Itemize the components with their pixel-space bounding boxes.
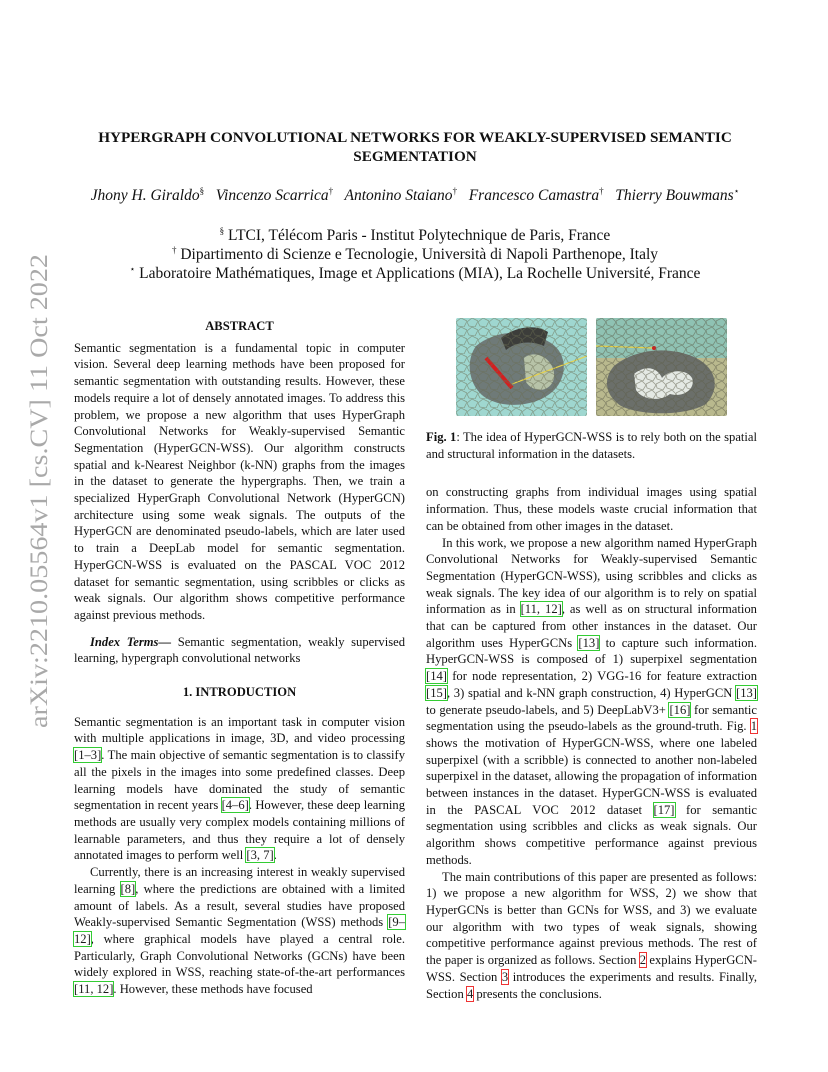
figure-link[interactable]: 1 [750,719,757,734]
index-terms-label: Index Terms— [90,634,172,649]
citation-link[interactable]: [3, 7] [246,848,274,863]
body-paragraph: on constructing graphs from individual images using spatial information. Thus, these models waste crucial information that can be obtained from other images in the dataset. [426,485,757,533]
citation-link[interactable]: [17] [653,802,675,817]
section-link[interactable]: 3 [501,969,509,984]
citation-link[interactable]: [1–3] [74,748,102,763]
author: Thierry Bouwmans⋆ [615,186,740,205]
arxiv-stamp [15,250,55,730]
arxiv-identifier: arXiv:2210.05564v1 [cs.CV] 11 Oct 2022 [26,306,53,728]
title-line-2: SEGMENTATION [353,148,477,165]
author: Antonino Staiano† [344,186,458,205]
body-paragraph: In this work, we propose a new algorithm named HyperGraph Convolutional Networks for Weakly-supervised Semantic Segmentation (HyperGCN-WSS), using scribbles and clicks as weak signals. The key idea of our algorithm is to rely on spatial information as in [11, 12], as well as on structural information that can be captured from other instances in the dataset. Our algorithm uses HyperGCNs [13] to capture such information. HyperGCN-WSS is composed of 1) superpixel segmentation [14] for node representation, 2) VGG-16 for feature extraction [15], 3) spatial and k-NN graph construction, 4) HyperGCN [13] to generate pseudo-labels, and 5) DeepLabV3+ [16] for semantic segmentation using the pseudo-labels as the ground-truth. Fig. 1 shows the motivation of HyperGCN-WSS, where one labeled superpixel (with a scribble) is connected to another non-labeled superpixel in the dataset, allowing the propagation of information between instances in the dataset. HyperGCN-WSS is evaluated in the PASCAL VOC 2012 dataset [17] for semantic segmentation using scribbles and clicks as weak signals. Our algorithm shows competitive performance against previous methods. [426,535,757,867]
author-list [60,186,770,205]
figure-image-left [456,318,587,416]
citation-link[interactable]: [13] [578,635,600,650]
author: Francesco Camastra† [468,186,604,205]
index-terms [74,634,405,667]
citation-link[interactable]: [16] [669,702,691,717]
figure-caption-label: Fig. 1 [426,430,457,444]
citation-link[interactable]: [9–12] [74,915,405,946]
citation-link[interactable]: [8] [120,881,136,896]
body-paragraph: The main contributions of this paper are presented as follows: 1) we propose a new algorithm for WSS, 2) we show that HyperGCNs is better than GCNs for WSS, and 3) we evaluate our algorithm with two types of weak signals, showing competitive performance against previous methods. The rest of the paper is organized as follows. Section 2 explains HyperGCN-WSS. Section 3 introduces the experiments and results. Finally, Section 4 presents the conclusions. [426,869,757,1001]
abstract-heading: ABSTRACT [205,319,274,333]
citation-link[interactable]: [14] [426,669,447,684]
citation-link[interactable]: [11, 12] [74,982,114,997]
figure-image-right [596,318,727,416]
affiliation: ⋆ Laboratoire Mathématiques, Image et Applications (MIA), La Rochelle Université, France [129,264,701,283]
left-column [74,318,405,998]
title-line-1: HYPERGRAPH CONVOLUTIONAL NETWORKS FOR WEAKLY-SUPERVISED SEMANTIC [98,129,732,146]
figure-caption: Fig. 1: The idea of HyperGCN-WSS is to rely both on the spatial and structural information in the datasets. [426,430,757,461]
affiliation: § LTCI, Télécom Paris - Institut Polytechnique de Paris, France [219,226,611,245]
author: Jhony H. Giraldo§ [90,186,205,205]
section-link[interactable]: 2 [639,953,647,968]
citation-link[interactable]: [11, 12] [520,602,562,617]
affiliation: † Dipartimento di Scienze e Tecnologie, Università di Napoli Parthenope, Italy [171,245,659,264]
citation-link[interactable]: [4–6] [221,798,249,813]
citation-link[interactable]: [15] [426,685,447,700]
paper-title [60,128,770,166]
intro-paragraph-2: Currently, there is an increasing interest in weakly supervised learning [8], where the predictions are obtained with a limited amount of labels. As a result, several studies have proposed Weakly-supervised Semantic Segmentation (WSS) methods [9–12], where graphical models have played a central role. Particularly, Graph Convolutional Networks (GCNs) have been widely explored in WSS, reaching state-of-the-art performances [11, 12]. However, these methods have focused [74,865,405,997]
section-link[interactable]: 4 [466,986,474,1001]
citation-link[interactable]: [13] [736,685,757,700]
intro-paragraph-1: Semantic segmentation is an important task in computer vision with multiple applications in image, 3D, and video processing [1–3]. The main objective of semantic segmentation is to classify all the pixels in the images into some predefined classes. Deep learning models have dominated the study of semantic segmentation in recent years [4–6]. However, these deep learning methods are usually very complex models containing millions of learnable parameters, and thus they require a lot of densely annotated images to perform well [3, 7]. [74,714,405,863]
author: Vincenzo Scarrica† [215,186,334,205]
introduction-heading: 1. INTRODUCTION [182,685,297,700]
abstract-text: Semantic segmentation is a fundamental topic in computer vision. Several deep learning methods have been proposed for semantic segmentation with outstanding results. However, these models require a lot of densely annotated images. To address this problem, we propose a new algorithm that uses HyperGraph Convolutional Networks for Weakly-supervised Semantic Segmentation (HyperGCN-WSS). Our algorithm constructs spatial and k-Nearest Neighbor (k-NN) graphs from the images in the dataset to generate the hypergraphs. Then, we train a specialized HyperGraph Convolutional Network (HyperGCN) architecture using some weak signals. The outputs of the HyperGCN are denominated pseudo-labels, which are later used to train a DeepLab model for semantic segmentation. HyperGCN-WSS is evaluated on the PASCAL VOC 2012 dataset for semantic segmentation, using scribbles or clicks as weak signals. Our algorithm shows competitive performance against previous methods. [74,340,405,622]
right-column [426,429,757,1002]
index-terms-text: Semantic segmentation, weakly supervised learning, hypergraph convolutional networks [74,634,405,666]
